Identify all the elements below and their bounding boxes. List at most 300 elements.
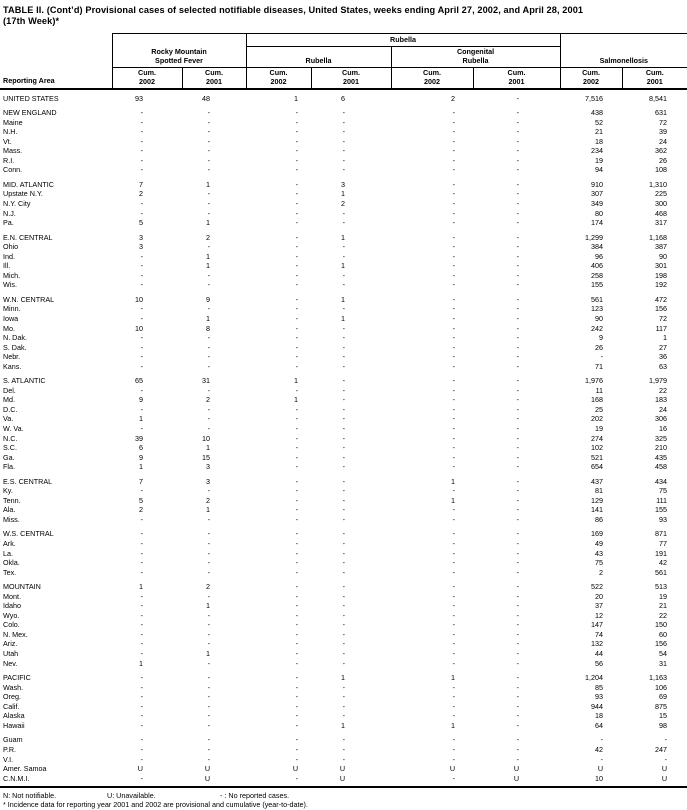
area-cell: NEW ENGLAND xyxy=(3,108,57,118)
value-cell: - xyxy=(295,433,299,443)
value-cell: 317 xyxy=(655,218,668,228)
value-cell: 522 xyxy=(591,582,604,592)
reporting-area-header: Reporting Area xyxy=(0,34,112,89)
column-header-rmsf-cum-2001 xyxy=(182,68,246,89)
value-cell: - xyxy=(295,155,299,165)
value-cell: - xyxy=(207,514,211,524)
value-cell: - xyxy=(140,558,143,568)
value-cell: - xyxy=(342,218,346,228)
value-cell: - xyxy=(140,136,143,146)
value-cell: - xyxy=(452,558,456,568)
value-cell: - xyxy=(516,208,520,218)
value-cell: - xyxy=(342,136,346,146)
value-cell: 631 xyxy=(655,108,668,118)
value-cell: 174 xyxy=(591,218,604,228)
footnote-unavailable: U: Unavailable. xyxy=(107,791,156,801)
value-cell: - xyxy=(140,280,143,290)
value-cell: - xyxy=(452,304,456,314)
value-cell: 561 xyxy=(655,567,668,577)
value-cell: - xyxy=(140,720,143,730)
value-cell: - xyxy=(452,591,456,601)
value-cell: - xyxy=(516,404,520,414)
value-cell: 1 xyxy=(294,395,299,405)
value-cell: - xyxy=(452,333,456,343)
footnotes xyxy=(3,791,687,809)
value-cell: - xyxy=(342,395,346,405)
table-row-state xyxy=(0,118,687,128)
table-row-region xyxy=(0,175,687,190)
value-cell: 2 xyxy=(206,395,211,405)
value-cell: 106 xyxy=(655,682,668,692)
value-cell: - xyxy=(295,682,299,692)
value-cell: - xyxy=(295,414,299,424)
value-cell: - xyxy=(452,179,456,189)
value-cell: - xyxy=(140,601,143,611)
value-cell: 80 xyxy=(595,208,604,218)
value-cell: - xyxy=(452,385,456,395)
value-cell: 435 xyxy=(655,452,668,462)
area-cell: V.I. xyxy=(3,754,14,764)
value-cell: 96 xyxy=(595,251,604,261)
value-cell: 93 xyxy=(135,93,143,103)
value-cell: - xyxy=(295,108,299,118)
value-cell: - xyxy=(295,462,299,472)
value-cell: 42 xyxy=(659,558,668,568)
value-cell: 156 xyxy=(655,639,668,649)
value-cell: - xyxy=(295,495,299,505)
value-cell: - xyxy=(452,108,456,118)
value-cell: - xyxy=(342,505,346,515)
value-cell: - xyxy=(452,218,456,228)
table-row-state xyxy=(0,261,687,271)
table-row-state xyxy=(0,702,687,712)
value-cell: - xyxy=(516,433,520,443)
value-cell: 15 xyxy=(659,711,668,721)
value-cell: 2 xyxy=(206,582,211,592)
value-cell: - xyxy=(342,476,346,486)
area-cell: P.R. xyxy=(3,744,17,754)
value-cell: 39 xyxy=(135,433,143,443)
area-cell: N.J. xyxy=(3,208,16,218)
value-cell: 111 xyxy=(656,495,668,505)
value-cell: - xyxy=(295,601,299,611)
group-header-congenital-line1: Congenital xyxy=(456,47,495,56)
value-cell: - xyxy=(342,208,346,218)
value-cell: - xyxy=(140,486,143,496)
area-cell: W.S. CENTRAL xyxy=(3,529,54,539)
value-cell: - xyxy=(516,179,520,189)
value-cell: - xyxy=(516,198,520,208)
value-cell: 437 xyxy=(591,476,604,486)
value-cell: - xyxy=(452,452,456,462)
value-cell: 234 xyxy=(591,146,604,156)
value-cell: - xyxy=(342,433,346,443)
value-cell: 387 xyxy=(655,242,668,252)
area-cell: S. ATLANTIC xyxy=(3,376,46,386)
value-cell: - xyxy=(600,352,604,362)
value-cell: - xyxy=(295,136,299,146)
value-cell: 156 xyxy=(655,304,668,314)
value-cell: - xyxy=(516,673,520,683)
area-cell: Kans. xyxy=(3,361,22,371)
value-cell: 438 xyxy=(591,108,604,118)
value-cell: - xyxy=(342,620,346,630)
column-header-rmsf-cum-2002 xyxy=(112,68,182,89)
value-cell: - xyxy=(207,610,211,620)
value-cell: 75 xyxy=(595,558,604,568)
value-cell: - xyxy=(207,342,211,352)
table-row-state xyxy=(0,424,687,434)
value-cell: 19 xyxy=(595,424,604,433)
year-label: 2001 xyxy=(646,76,663,86)
area-cell: Ariz. xyxy=(3,639,18,649)
group-header-rubella: Rubella xyxy=(246,47,391,68)
value-cell: - xyxy=(516,462,520,472)
table-row-region xyxy=(0,577,687,592)
value-cell: - xyxy=(140,773,143,783)
value-cell: - xyxy=(516,452,520,462)
year-label: 2002 xyxy=(583,76,600,86)
table-header xyxy=(0,34,687,89)
year-label: 2001 xyxy=(206,76,222,86)
value-cell: 93 xyxy=(595,692,604,702)
value-cell: U xyxy=(597,764,604,774)
area-cell: Del. xyxy=(3,385,16,395)
value-cell: 1 xyxy=(341,313,346,323)
value-cell: - xyxy=(140,127,143,137)
value-cell: 60 xyxy=(659,629,668,639)
value-cell: - xyxy=(516,443,520,453)
value-cell: - xyxy=(342,280,346,290)
value-cell: - xyxy=(207,414,211,424)
area-cell: Wash. xyxy=(3,682,24,692)
value-cell: - xyxy=(452,424,456,433)
value-cell: 1 xyxy=(139,582,143,592)
value-cell: - xyxy=(516,744,520,754)
value-cell: - xyxy=(516,313,520,323)
table-row-state xyxy=(0,252,687,262)
value-cell: - xyxy=(452,251,456,261)
value-cell: - xyxy=(295,539,299,549)
value-cell: U xyxy=(661,764,668,774)
value-cell: - xyxy=(295,452,299,462)
value-cell: 1 xyxy=(341,294,346,304)
value-cell: 3 xyxy=(341,179,346,189)
value-cell: - xyxy=(342,108,346,118)
value-cell: - xyxy=(516,701,520,711)
value-cell: 3 xyxy=(206,476,211,486)
value-cell: - xyxy=(516,639,520,649)
value-cell: 155 xyxy=(591,280,604,290)
value-cell: 1,979 xyxy=(649,376,668,386)
value-cell: 406 xyxy=(591,261,604,271)
table-row-state xyxy=(0,218,687,228)
value-cell: 944 xyxy=(591,701,604,711)
value-cell: - xyxy=(207,424,211,433)
value-cell: - xyxy=(207,280,211,290)
value-cell: - xyxy=(516,476,520,486)
value-cell: 168 xyxy=(591,395,604,405)
area-cell: Nev. xyxy=(3,658,18,668)
table-row-state xyxy=(0,496,687,506)
cum-label: Cum. xyxy=(423,68,441,78)
value-cell: - xyxy=(295,294,299,304)
value-cell: 10 xyxy=(135,323,143,333)
value-cell: - xyxy=(342,582,346,592)
value-cell: 1,976 xyxy=(585,376,604,386)
area-cell: N.H. xyxy=(3,127,18,137)
column-header-salmonellosis-cum-2002 xyxy=(560,68,622,89)
value-cell: U xyxy=(204,764,211,774)
area-cell: S. Dak. xyxy=(3,342,27,352)
value-cell: - xyxy=(295,165,299,175)
value-cell: - xyxy=(140,333,143,343)
value-cell: - xyxy=(516,385,520,395)
area-cell: La. xyxy=(3,548,13,558)
value-cell: - xyxy=(207,208,211,218)
value-cell: 2 xyxy=(139,505,143,515)
table-row-state xyxy=(0,630,687,640)
value-cell: - xyxy=(140,404,143,414)
value-cell: 64 xyxy=(595,720,604,730)
value-cell: 1 xyxy=(451,495,456,505)
value-cell: - xyxy=(295,424,299,433)
table-row-total xyxy=(0,89,687,104)
table-row-state xyxy=(0,343,687,353)
area-cell: Mo. xyxy=(3,323,15,333)
table-row-state xyxy=(0,304,687,314)
value-cell: - xyxy=(207,529,211,539)
value-cell: - xyxy=(452,443,456,453)
area-cell: Nebr. xyxy=(3,352,21,362)
value-cell: - xyxy=(342,735,346,745)
value-cell: 81 xyxy=(595,486,604,496)
value-cell: - xyxy=(295,189,299,199)
area-cell: Hawaii xyxy=(3,720,25,730)
table-row-state xyxy=(0,539,687,549)
value-cell: 27 xyxy=(659,342,668,352)
value-cell: - xyxy=(295,323,299,333)
value-cell: - xyxy=(342,682,346,692)
value-cell: - xyxy=(516,548,520,558)
value-cell: 5 xyxy=(139,495,143,505)
value-cell: 521 xyxy=(591,452,604,462)
table-row-state xyxy=(0,414,687,424)
value-cell: - xyxy=(295,711,299,721)
value-cell: - xyxy=(295,558,299,568)
value-cell: - xyxy=(342,529,346,539)
value-cell: - xyxy=(516,649,520,659)
value-cell: - xyxy=(207,735,211,745)
value-cell: 1,299 xyxy=(585,232,604,242)
value-cell: - xyxy=(452,117,456,127)
value-cell: 1 xyxy=(206,261,211,271)
cum-label: Cum. xyxy=(342,68,360,78)
area-cell: Okla. xyxy=(3,558,20,568)
value-cell: 90 xyxy=(659,251,668,261)
value-cell: 7 xyxy=(139,476,143,486)
value-cell: 1 xyxy=(663,333,668,343)
value-cell: - xyxy=(295,735,299,745)
area-cell: PACIFIC xyxy=(3,673,31,683)
value-cell: 42 xyxy=(595,744,604,754)
value-cell: 3 xyxy=(206,462,211,472)
area-cell: Ohio xyxy=(3,242,19,252)
table-row-region xyxy=(0,472,687,487)
value-cell: - xyxy=(452,629,456,639)
area-cell: Tenn. xyxy=(3,495,21,505)
group-header-rmsf-line2: Spotted Fever xyxy=(155,55,203,65)
value-cell: 210 xyxy=(655,443,668,453)
value-cell: 12 xyxy=(595,610,604,620)
value-cell: - xyxy=(140,629,143,639)
value-cell: - xyxy=(295,270,299,280)
value-cell: - xyxy=(342,414,346,424)
value-cell: - xyxy=(516,711,520,721)
year-label: 2001 xyxy=(508,76,525,86)
value-cell: - xyxy=(516,304,520,314)
value-cell: - xyxy=(207,270,211,280)
table-row-region xyxy=(0,290,687,305)
cum-label: Cum. xyxy=(205,68,223,78)
year-label: 2002 xyxy=(424,76,441,86)
value-cell: - xyxy=(516,242,520,252)
value-cell: 48 xyxy=(202,93,211,103)
value-cell: 325 xyxy=(655,433,668,443)
value-cell: - xyxy=(140,673,143,683)
value-cell: 16 xyxy=(659,424,668,433)
value-cell: - xyxy=(516,361,520,371)
value-cell: - xyxy=(295,218,299,228)
value-cell: - xyxy=(516,165,520,175)
value-cell: 513 xyxy=(655,582,668,592)
value-cell: - xyxy=(207,304,211,314)
value-cell: - xyxy=(295,342,299,352)
value-cell: 2 xyxy=(341,198,346,208)
value-cell: - xyxy=(207,385,211,395)
table-row-state xyxy=(0,549,687,559)
value-cell: - xyxy=(516,323,520,333)
value-cell: - xyxy=(140,117,143,127)
value-cell: - xyxy=(295,251,299,261)
value-cell: - xyxy=(342,155,346,165)
value-cell: - xyxy=(207,567,211,577)
area-cell: Minn. xyxy=(3,304,21,314)
value-cell: - xyxy=(342,548,346,558)
value-cell: 102 xyxy=(591,443,604,453)
area-cell: N. Dak. xyxy=(3,333,27,343)
value-cell: 77 xyxy=(659,539,668,549)
table-row-region xyxy=(0,228,687,243)
value-cell: 300 xyxy=(655,198,668,208)
value-cell: U xyxy=(137,764,143,774)
value-cell: - xyxy=(207,539,211,549)
area-cell: Amer. Samoa xyxy=(3,764,47,774)
area-cell: Calif. xyxy=(3,701,20,711)
value-cell: - xyxy=(516,505,520,515)
area-cell: E.S. CENTRAL xyxy=(3,476,53,486)
value-cell: 6 xyxy=(139,443,143,453)
table-row-state xyxy=(0,127,687,137)
value-cell: - xyxy=(452,189,456,199)
area-cell: Wyo. xyxy=(3,610,20,620)
value-cell: - xyxy=(342,591,346,601)
value-cell: - xyxy=(207,155,211,165)
value-cell: - xyxy=(295,610,299,620)
value-cell: - xyxy=(452,261,456,271)
value-cell: - xyxy=(516,333,520,343)
value-cell: - xyxy=(516,591,520,601)
value-cell: - xyxy=(207,744,211,754)
value-cell: 10 xyxy=(135,294,143,304)
area-cell: Mont. xyxy=(3,591,21,601)
value-cell: - xyxy=(140,251,143,261)
value-cell: - xyxy=(342,424,346,433)
value-cell: 65 xyxy=(135,376,143,386)
value-cell: 19 xyxy=(659,591,668,601)
area-cell: Colo. xyxy=(3,620,20,630)
value-cell: - xyxy=(452,376,456,386)
table-row-state xyxy=(0,649,687,659)
value-cell: - xyxy=(516,294,520,304)
value-cell: - xyxy=(140,514,143,524)
table-row-state xyxy=(0,209,687,219)
value-cell: - xyxy=(207,333,211,343)
value-cell: - xyxy=(452,352,456,362)
area-cell: C.N.M.I. xyxy=(3,773,30,783)
value-cell: - xyxy=(452,682,456,692)
value-cell: 75 xyxy=(659,486,668,496)
value-cell: 1 xyxy=(139,414,143,424)
value-cell: 9 xyxy=(206,294,211,304)
value-cell: 384 xyxy=(591,242,604,252)
value-cell: - xyxy=(140,539,143,549)
value-cell: - xyxy=(295,280,299,290)
area-cell: Conn. xyxy=(3,165,23,175)
table-row-state xyxy=(0,620,687,630)
value-cell: - xyxy=(342,165,346,175)
footnote-not-notifiable: N: Not notifiable. xyxy=(3,791,57,801)
value-cell: - xyxy=(516,127,520,137)
value-cell: - xyxy=(342,242,346,252)
value-cell: 2 xyxy=(451,93,456,103)
value-cell: - xyxy=(295,198,299,208)
value-cell: - xyxy=(516,735,520,745)
area-cell: Guam xyxy=(3,735,23,745)
table-row-state xyxy=(0,314,687,324)
area-cell: Ky. xyxy=(3,486,13,496)
value-cell: 20 xyxy=(595,591,604,601)
area-cell: R.I. xyxy=(3,155,15,165)
value-cell: 1 xyxy=(451,476,456,486)
value-cell: - xyxy=(207,591,211,601)
value-cell: - xyxy=(516,117,520,127)
value-cell: - xyxy=(295,117,299,127)
value-cell: - xyxy=(452,514,456,524)
value-cell: - xyxy=(600,735,604,745)
table-row-state xyxy=(0,189,687,199)
value-cell: 117 xyxy=(655,323,668,333)
table-row-state xyxy=(0,137,687,147)
value-cell: - xyxy=(452,601,456,611)
value-cell: 274 xyxy=(591,433,604,443)
value-cell: - xyxy=(342,601,346,611)
value-cell: 307 xyxy=(591,189,604,199)
value-cell: - xyxy=(295,361,299,371)
value-cell: - xyxy=(516,146,520,156)
value-cell: - xyxy=(342,754,346,764)
value-cell: U xyxy=(339,764,346,774)
